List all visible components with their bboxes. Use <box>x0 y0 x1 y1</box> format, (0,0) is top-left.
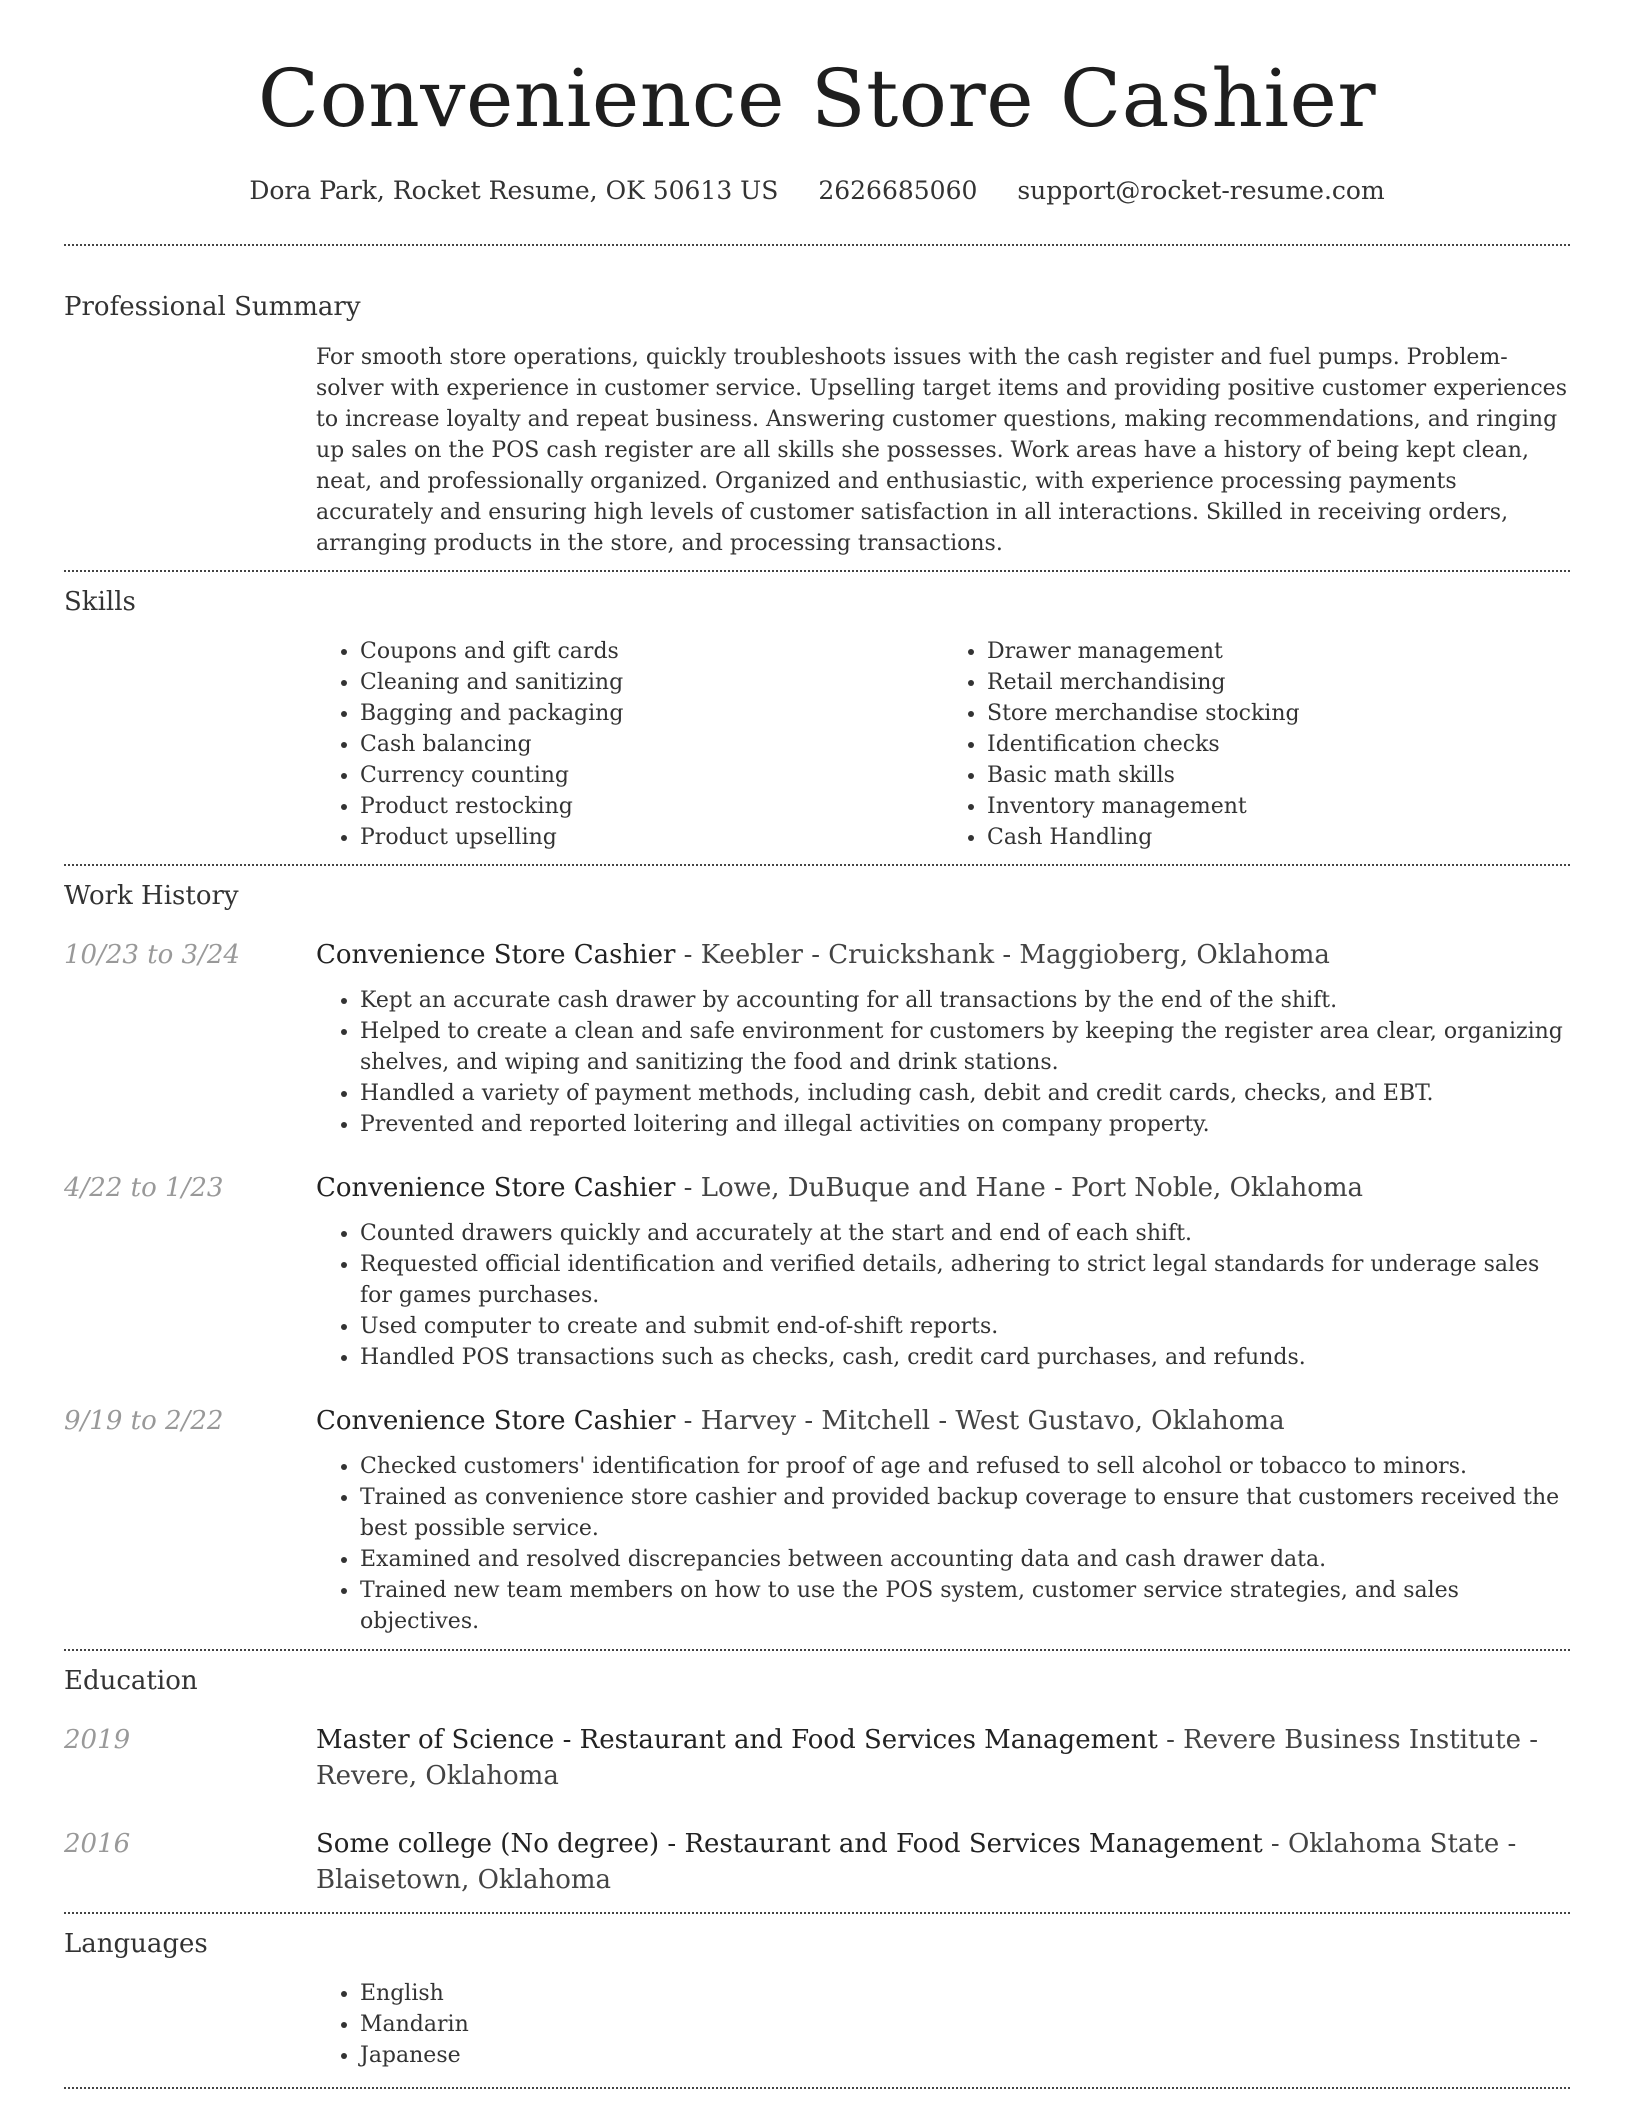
work-dates: 9/19 to 2/22 <box>64 1406 224 1436</box>
education-title <box>316 1826 1570 1898</box>
resume-title: Convenience Store Cashier <box>257 52 1377 145</box>
divider <box>64 244 1570 246</box>
job-company: - Lowe, DuBuque and Hane - Port Noble, Oklahoma <box>675 1173 1364 1203</box>
job-company: - Harvey - Mitchell - West Gustavo, Oklahoma <box>675 1406 1285 1436</box>
section-heading-summary: Professional Summary <box>64 292 361 322</box>
work-bullet: • Trained as convenience store cashier and provided backup coverage to ensure that customers received the best possible service. <box>360 1482 1570 1544</box>
skill-item: • Coupons and gift cards <box>360 636 943 667</box>
education-year: 2016 <box>64 1829 131 1859</box>
skill-item: • Drawer management <box>987 636 1570 667</box>
summary-text: For smooth store operations, quickly troubleshoots issues with the cash register and fuel pumps. Problem-solver with experience in customer service. Upselling target items and providing positive customer experiences to increase loyalty and repeat business. Answering customer questions, making recommendations, and ringing up sales on the POS cash register are all skills she possesses. Work areas have a history of being kept clean, neat, and professionally organized. Organized and enthusiastic, with experience processing payments accurately and ensuring high levels of customer satisfaction in all interactions. Skilled in receiving orders, arranging products in the store, and processing transactions. <box>316 345 1567 556</box>
skill-item: • Cash Handling <box>987 822 1570 853</box>
section-heading-languages: Languages <box>64 1929 208 1959</box>
school: - Oklahoma State - Blaisetown, Oklahoma <box>316 1829 1517 1895</box>
skills-list <box>316 636 1570 853</box>
job-title: Convenience Store Cashier <box>316 1173 676 1203</box>
skill-item: • Basic math skills <box>987 760 1570 791</box>
work-entry <box>64 937 1570 1140</box>
work-bullets <box>316 1218 1570 1373</box>
skill-item: • Product restocking <box>360 791 943 822</box>
work-title-line <box>316 937 1570 973</box>
work-bullet: • Counted drawers quickly and accurately at the start and end of each shift. <box>360 1218 1570 1249</box>
contact-email[interactable]: support@rocket-resume.com <box>1017 176 1385 205</box>
skill-item: • Product upselling <box>360 822 943 853</box>
section-heading-work: Work History <box>64 881 239 911</box>
skill-item: • Cash balancing <box>360 729 943 760</box>
work-bullet: • Kept an accurate cash drawer by accounting for all transactions by the end of the shift. <box>360 985 1570 1016</box>
section-heading-skills: Skills <box>64 587 136 617</box>
job-title: Convenience Store Cashier <box>316 940 676 970</box>
work-bullet: • Handled a variety of payment methods, including cash, debit and credit cards, checks, and EBT. <box>360 1078 1570 1109</box>
skill-item: • Bagging and packaging <box>360 698 943 729</box>
section-heading-education: Education <box>64 1666 198 1696</box>
skill-item: • Cleaning and sanitizing <box>360 667 943 698</box>
work-entry-body <box>316 1170 1570 1373</box>
contact-address: Dora Park, Rocket Resume, OK 50613 US <box>249 176 779 205</box>
divider <box>64 1649 1570 1651</box>
work-entry-body <box>316 1403 1570 1637</box>
work-entry-body <box>316 937 1570 1140</box>
work-bullet: • Prevented and reported loitering and illegal activities on company property. <box>360 1109 1570 1140</box>
work-title-line <box>316 1170 1570 1206</box>
language-item: • Mandarin <box>360 2009 1570 2040</box>
language-item: • Japanese <box>360 2040 1570 2071</box>
divider <box>64 1912 1570 1914</box>
language-item: • English <box>360 1978 1570 2009</box>
work-bullet: • Examined and resolved discrepancies between accounting data and cash drawer data. <box>360 1544 1570 1575</box>
job-title: Convenience Store Cashier <box>316 1406 676 1436</box>
skill-item: • Identification checks <box>987 729 1570 760</box>
work-bullets <box>316 1451 1570 1637</box>
work-dates: 10/23 to 3/24 <box>64 940 240 970</box>
education-title <box>316 1722 1570 1794</box>
divider <box>64 2087 1570 2089</box>
skill-item: • Store merchandise stocking <box>987 698 1570 729</box>
degree: Master of Science - Restaurant and Food Services Management <box>316 1725 1158 1755</box>
education-year: 2019 <box>64 1725 131 1755</box>
work-bullet: • Handled POS transactions such as checks, cash, credit card purchases, and refunds. <box>360 1342 1570 1373</box>
work-bullets <box>316 985 1570 1140</box>
work-entry <box>64 1403 1570 1637</box>
education-entry <box>64 1826 1570 1898</box>
skills-column-right <box>943 636 1570 853</box>
work-bullet: • Checked customers' identification for proof of age and refused to sell alcohol or tobacco to minors. <box>360 1451 1570 1482</box>
school: - Revere Business Institute - Revere, Oklahoma <box>316 1725 1539 1791</box>
skill-item: • Retail merchandising <box>987 667 1570 698</box>
skills-column-left <box>316 636 943 853</box>
education-entry <box>64 1722 1570 1794</box>
languages-list <box>316 1978 1570 2071</box>
degree: Some college (No degree) - Restaurant and Food Services Management <box>316 1829 1263 1859</box>
work-bullet: • Trained new team members on how to use the POS system, customer service strategies, and sales objectives. <box>360 1575 1570 1637</box>
divider <box>64 864 1570 866</box>
work-bullet: • Requested official identification and verified details, adhering to strict legal standards for underage sales for games purchases. <box>360 1249 1570 1311</box>
resume-page <box>64 0 1570 2089</box>
skill-item: • Inventory management <box>987 791 1570 822</box>
work-title-line <box>316 1403 1570 1439</box>
work-entry <box>64 1170 1570 1373</box>
contact-line <box>64 174 1570 208</box>
divider <box>64 570 1570 572</box>
work-bullet: • Helped to create a clean and safe environment for customers by keeping the register area clear, organizing shelves, and wiping and sanitizing the food and drink stations. <box>360 1016 1570 1078</box>
work-bullet: • Used computer to create and submit end-of-shift reports. <box>360 1311 1570 1342</box>
contact-phone: 2626685060 <box>818 176 978 205</box>
job-company: - Keebler - Cruickshank - Maggioberg, Oklahoma <box>675 940 1330 970</box>
work-dates: 4/22 to 1/23 <box>64 1173 224 1203</box>
skill-item: • Currency counting <box>360 760 943 791</box>
